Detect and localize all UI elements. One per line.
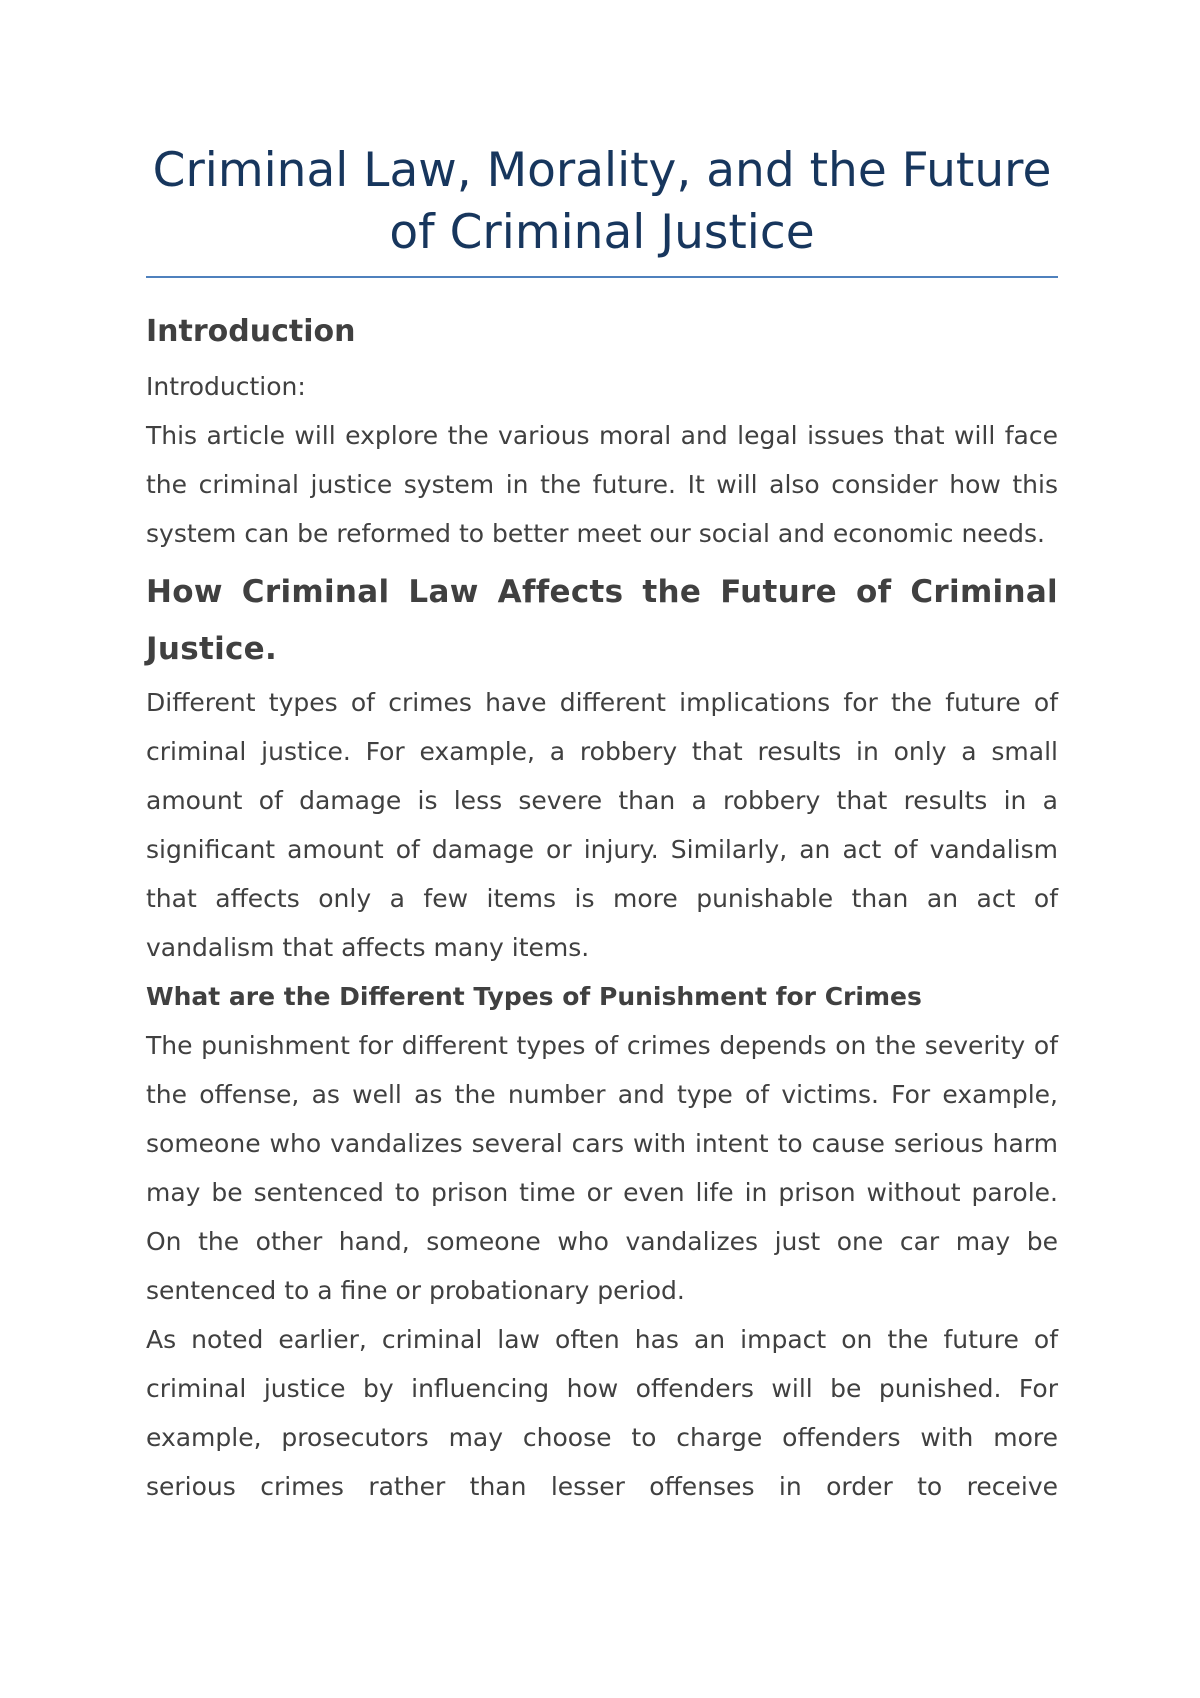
criminal-law-affects-paragraph: Different types of crimes have different implications for the future of criminal justice. For example, a robbery that results in only a small amount of damage is less severe than a robbery that results in a significant amount of damage or injury. Similarly, an act of vandalism that affects only a few items is more punishable than an act of vandalism that affects many items. — [146, 688, 1058, 962]
punishment-paragraph-2: As noted earlier, criminal law often has an impact on the future of criminal justice by influencing how offenders will be punished. For example, prosecutors may choose to charge offenders with more serious crimes rather than lesser offenses in order to receive — [146, 1325, 1058, 1501]
document-title: Criminal Law, Morality, and the Future of Criminal Justice — [152, 143, 1052, 260]
introduction-heading: Introduction — [146, 314, 356, 349]
introduction-paragraph: This article will explore the various moral and legal issues that will face the criminal justice system in the future. It will also consider how this system can be reformed to better meet our social and economic needs. — [146, 421, 1058, 548]
punishment-paragraph-1: The punishment for different types of crimes depends on the severity of the offense, as well as the number and type of victims. For example, someone who vandalizes several cars with intent to cause serious harm may be sentenced to prison time or even life in prison without parole. On the other hand, someone who vandalizes just one car may be sentenced to a fine or probationary period. — [146, 1031, 1058, 1305]
document-page — [146, 0, 1058, 1698]
title-underline-rule — [146, 276, 1058, 278]
introduction-label: Introduction: — [146, 372, 306, 401]
criminal-law-affects-heading: How Criminal Law Affects the Future of Criminal Justice. — [146, 574, 1058, 667]
punishment-types-heading: What are the Different Types of Punishment for Crimes — [146, 982, 922, 1011]
